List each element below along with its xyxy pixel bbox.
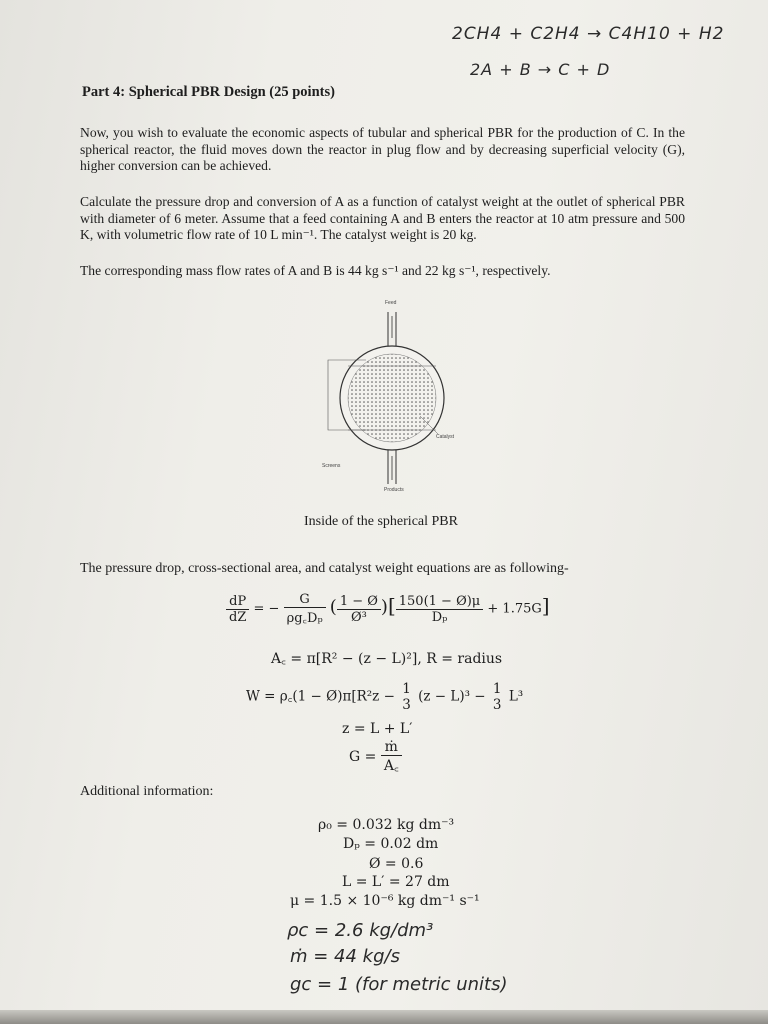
screens-label: Screens [322,463,341,469]
info-rho0: ρ₀ = 0.032 kg dm⁻³ [318,817,455,833]
dp-dz-fraction: $\frac{dP}{dZ}$ [226,594,249,625]
products-label: Products [384,487,404,493]
w-tail: L³ [508,688,524,705]
handwritten-mdot: ṁ = 44 kg/s [290,946,400,967]
w-lhs: W = ρ꜀(1 − Ø)π[R²z − [246,688,395,705]
handwritten-gc: gc = 1 (for metric units) [290,974,508,995]
handwritten-reaction-1: 2CH4 + C2H4 → C4H10 + H2 [452,24,725,44]
w-mid: (z − L)³ − [418,688,486,705]
weight-equation [246,681,523,713]
area-equation: A꜀ = π[R² − (z − L)²], R = radius [271,651,503,667]
paragraph-mass-flow: The corresponding mass flow rates of A and B is 44 kg s⁻¹ and 22 kg s⁻¹, respectively. [80,263,551,278]
dp-equals: = − [253,601,280,617]
z-equation: z = L + L′ [342,721,413,737]
w-third-1: 1 3 [402,681,411,713]
equations-intro: The pressure drop, cross-sectional area, and catalyst weight equations are as following- [80,561,569,576]
dp-tail: + 1.75G [487,601,542,617]
paragraph-intro: Now, you wish to evaluate the economic aspects of tubular and spherical PBR for the production of C. In the spherical reactor, the fluid moves down the reactor in plug flow and by decreasing superficial velocity (G), higher conversion can be achieved. [80,125,685,173]
diagram-caption: Inside of the spherical PBR [304,514,458,529]
g-mdot-fraction: $\frac{\text{ṁ}}{A꜀}$ [381,739,402,775]
info-viscosity: μ = 1.5 × 10⁻⁶ kg dm⁻¹ s⁻¹ [290,893,480,909]
page-bottom-edge [0,1010,768,1024]
handwritten-reaction-2: 2A + B → C + D [470,60,611,79]
info-length: L = L′ = 27 dm [342,874,450,890]
paragraph-task: Calculate the pressure drop and conversion of A as a function of catalyst weight at the outlet of spherical PBR with diameter of 6 meter. Assume that a feed containing A and B enters the reactor at 10 atm pressure and 500 K, with volumetric flow rate of 10 L min⁻¹. The catalyst weight is 20 kg. [80,194,685,242]
feed-label: Feed [385,300,397,306]
spherical-pbr-diagram [310,296,470,506]
catalyst-label: Catalyst [436,434,455,440]
info-phi: Ø = 0.6 [369,856,424,872]
phi-fraction: $\frac{1 - Ø}{\text{Ø³}}$ [337,594,381,625]
g-equation [349,739,402,775]
g-lhs: G = [349,749,377,765]
catalyst-bed [348,354,436,442]
w-third-2: 1 3 [492,681,502,713]
pressure-drop-equation: $\frac{dP}{dZ}$ = − $\frac{G}{\text{ρg꜀Dₚ}}$ ( $\frac{1 - Ø}{\text{Ø³}}$ )[ $\frac{150(1 - Ø)\mu}{\text{Dₚ}}$ + 1.75G] [226,592,550,626]
ergun-fraction: $\frac{150(1 - Ø)\mu}{\text{Dₚ}}$ [396,594,484,625]
handwritten-rho-c: ρc = 2.6 kg/dm³ [287,920,434,941]
additional-info-label: Additional information: [80,784,214,799]
info-dp: Dₚ = 0.02 dm [343,836,439,852]
g-fraction: $\frac{G}{\text{ρg꜀Dₚ}}$ [284,592,326,626]
part-heading: Part 4: Spherical PBR Design (25 points) [82,84,335,100]
